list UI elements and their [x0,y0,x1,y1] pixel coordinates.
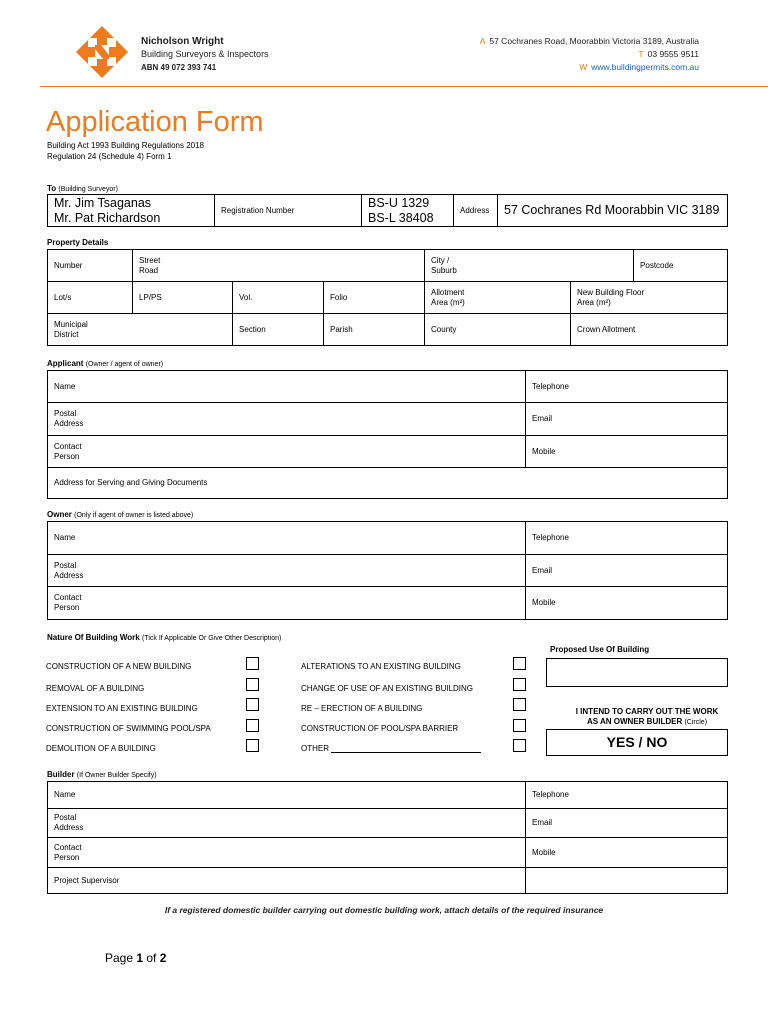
contact-block [480,35,699,74]
builder-postal[interactable]: Postal Address [48,809,526,838]
checkbox-change-of-use[interactable] [513,678,526,691]
form-subtitle [47,140,204,162]
proposed-use-heading: Proposed Use Of Building [550,645,650,654]
owner-heading: Owner (Only if agent of owner is listed above) [47,510,194,519]
allotment-label[interactable]: Allotment Area (m²) [425,282,571,314]
builder-telephone[interactable]: Telephone [526,782,728,809]
owner-builder-intent: I INTEND TO CARRY OUT THE WORK AS AN OWNER BUILDER (Circle) [575,707,719,726]
owner-telephone[interactable]: Telephone [526,522,728,555]
header-divider [40,86,768,87]
address-key: A [479,36,486,46]
registration-label: Registration Number [215,195,362,227]
checkbox-pool-barrier[interactable] [513,719,526,732]
owner-table [47,521,728,620]
applicant-telephone[interactable]: Telephone [526,371,728,403]
work-re-erection: RE – ERECTION OF A BUILDING [301,704,423,713]
work-construction-new: CONSTRUCTION OF A NEW BUILDING [46,662,192,671]
nature-heading: Nature Of Building Work (Tick If Applicable Or Give Other Description) [47,633,282,642]
page-number: Page 1 of 2 [105,951,167,965]
municipal-label[interactable]: Municipal District [48,314,233,346]
company-tagline: Building Surveyors & Inspectors [141,49,269,59]
checkbox-removal[interactable] [246,678,259,691]
applicant-table [47,370,728,499]
applicant-mobile[interactable]: Mobile [526,436,728,468]
company-address: 57 Cochranes Road, Moorabbin Victoria 3189, Australia [489,36,699,46]
company-logo [74,24,130,80]
applicant-name[interactable]: Name [48,371,526,403]
builder-heading: Builder (If Owner Builder Specify) [47,770,157,779]
lpps-label[interactable]: LP/PS [133,282,233,314]
folio-label[interactable]: Folio [324,282,425,314]
registration-numbers[interactable]: BS-U 1329 BS-L 38408 [362,195,454,227]
builder-email[interactable]: Email [526,809,728,838]
company-abn: ABN 49 072 393 741 [141,63,217,72]
surveyor-names[interactable]: Mr. Jim Tsaganas Mr. Pat Richardson [48,195,215,227]
subtitle-line-2: Regulation 24 (Schedule 4) Form 1 [47,152,172,161]
property-heading: Property Details [47,238,109,247]
city-label[interactable]: City / Suburb [425,250,634,282]
work-swimming-pool: CONSTRUCTION OF SWIMMING POOL/SPA [46,724,211,733]
floor-area-label[interactable]: New Building Floor Area (m²) [571,282,728,314]
work-other: OTHER [301,744,481,753]
builder-mobile[interactable]: Mobile [526,838,728,868]
applicant-email[interactable]: Email [526,403,728,436]
builder-supervisor[interactable]: Project Supervisor [48,868,526,894]
applicant-postal[interactable]: Postal Address [48,403,526,436]
applicant-contact[interactable]: Contact Person [48,436,526,468]
work-change-of-use: CHANGE OF USE OF AN EXISTING BUILDING [301,684,474,693]
applicant-heading: Applicant (Owner / agent of owner) [47,359,164,368]
street-label[interactable]: Street Road [133,250,425,282]
vol-label[interactable]: Vol. [233,282,324,314]
postcode-label[interactable]: Postcode [634,250,728,282]
form-title: Application Form [46,106,264,138]
other-description-line[interactable] [331,745,481,753]
checkbox-demolition[interactable] [246,739,259,752]
builder-name[interactable]: Name [48,782,526,809]
county-label[interactable]: County [425,314,571,346]
company-phone: 03 9555 9511 [647,49,699,59]
to-table [47,194,728,227]
builder-table [47,781,728,894]
work-extension: EXTENSION TO AN EXISTING BUILDING [46,704,198,713]
phone-key: T [638,49,644,59]
checkbox-other[interactable] [513,739,526,752]
work-removal: REMOVAL OF A BUILDING [46,684,145,693]
property-table [47,249,728,346]
builder-contact[interactable]: Contact Person [48,838,526,868]
owner-email[interactable]: Email [526,555,728,587]
applicant-serving-address[interactable]: Address for Serving and Giving Documents [48,468,728,499]
work-alterations: ALTERATIONS TO AN EXISTING BUILDING [301,662,461,671]
builder-supervisor-extra[interactable] [526,868,728,894]
crown-allotment-label[interactable]: Crown Allotment [571,314,728,346]
web-key: W [579,62,588,72]
checkbox-re-erection[interactable] [513,698,526,711]
lot-label[interactable]: Lot/s [48,282,133,314]
owner-name[interactable]: Name [48,522,526,555]
work-demolition: DEMOLITION OF A BUILDING [46,744,156,753]
insurance-note: If a registered domestic builder carrying out domestic building work, attach details of the required insurance [164,905,604,915]
checkbox-extension[interactable] [246,698,259,711]
proposed-use-box[interactable] [546,658,728,687]
company-name: Nicholson Wright [141,36,224,47]
company-website[interactable]: www.buildingpermits.com.au [591,62,699,72]
owner-contact[interactable]: Contact Person [48,587,526,620]
address-label: Address [454,195,498,227]
parish-label[interactable]: Parish [324,314,425,346]
section-label[interactable]: Section [233,314,324,346]
checkbox-swimming-pool[interactable] [246,719,259,732]
checkbox-construction-new[interactable] [246,657,259,670]
surveyor-address-value[interactable]: 57 Cochranes Rd Moorabbin VIC 3189 [498,195,728,227]
yes-no-box[interactable]: YES / NO [546,729,728,756]
checkbox-alterations[interactable] [513,657,526,670]
to-heading: To (Building Surveyor) [47,184,118,193]
subtitle-line-1: Building Act 1993 Building Regulations 2018 [47,141,205,150]
number-label[interactable]: Number [48,250,133,282]
owner-mobile[interactable]: Mobile [526,587,728,620]
work-pool-barrier: CONSTRUCTION OF POOL/SPA BARRIER [301,724,459,733]
owner-postal[interactable]: Postal Address [48,555,526,587]
company-block [141,35,269,74]
